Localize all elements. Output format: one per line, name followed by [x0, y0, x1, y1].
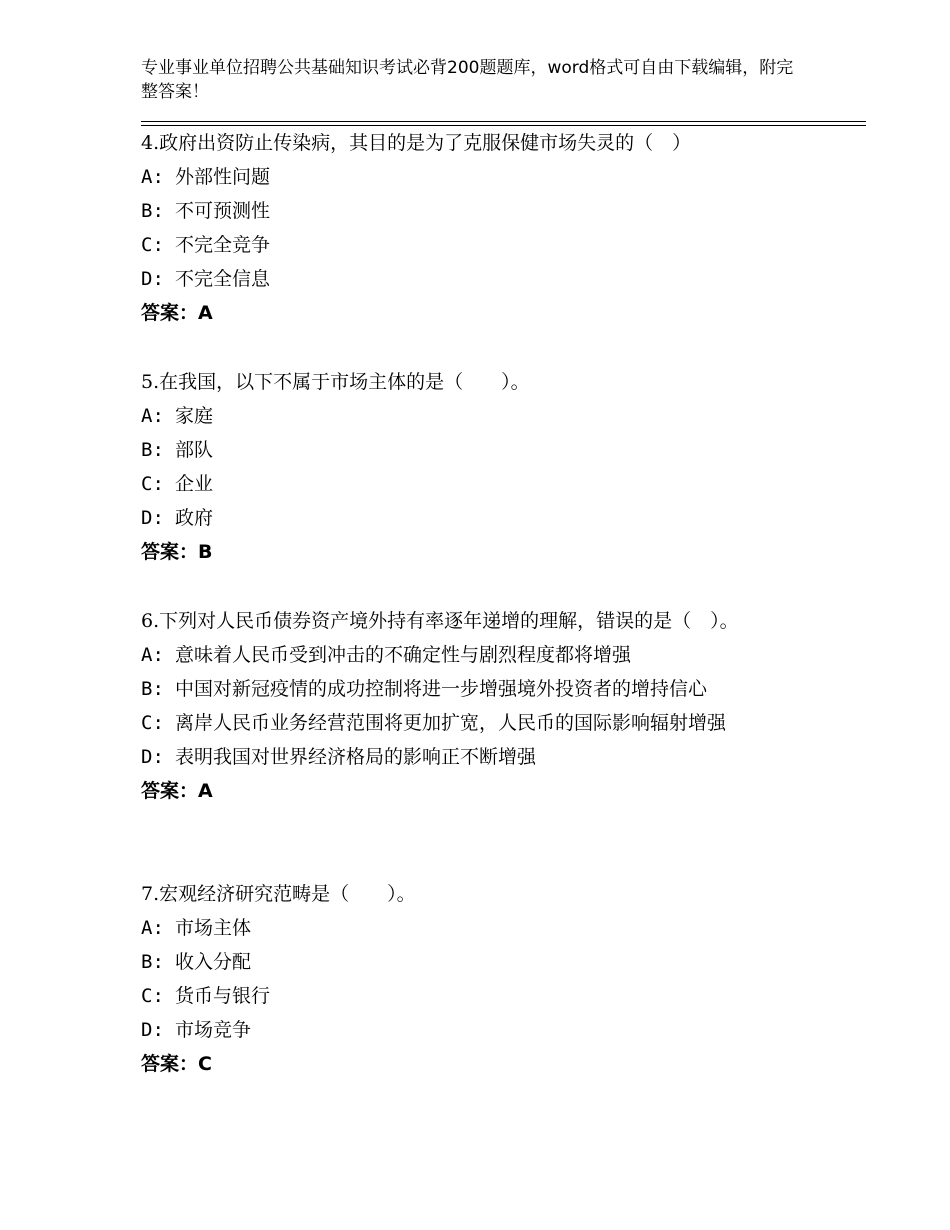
answer-line: 答案：A [141, 302, 213, 324]
option-c [141, 979, 841, 1013]
option-d [141, 501, 841, 535]
option-text: 货币与银行 [175, 985, 271, 1007]
option-a [141, 638, 841, 672]
option-text: 离岸人民币业务经营范围将更加扩宽，人民币的国际影响辐射增强 [175, 712, 727, 734]
option-letter: D: [141, 268, 164, 290]
option-letter: C: [141, 234, 164, 256]
option-text: 意味着人民币受到冲击的不确定性与剧烈程度都将增强 [175, 644, 632, 666]
question-stem: 7.宏观经济研究范畴是（ ）。 [141, 883, 416, 905]
option-b [141, 433, 841, 467]
option-text: 表明我国对世界经济格局的影响正不断增强 [175, 746, 537, 768]
option-d [141, 1013, 841, 1047]
answer-line: 答案：C [141, 1053, 212, 1075]
option-letter: B: [141, 439, 164, 461]
option-letter: B: [141, 951, 164, 973]
option-letter: B: [141, 678, 164, 700]
option-text: 企业 [175, 473, 214, 495]
question-stem: 6.下列对人民币债券资产境外持有率逐年递增的理解，错误的是（ ）。 [141, 610, 739, 632]
option-letter: A: [141, 405, 164, 427]
option-letter: D: [141, 1019, 164, 1041]
question-stem: 4.政府出资防止传染病，其目的是为了克服保健市场失灵的（ ） [141, 132, 692, 154]
option-text: 不完全信息 [175, 268, 271, 290]
option-c [141, 706, 841, 740]
option-text: 外部性问题 [175, 166, 271, 188]
header-divider-top [141, 121, 866, 122]
option-letter: A: [141, 917, 164, 939]
question-block [141, 604, 841, 808]
option-text: 家庭 [175, 405, 214, 427]
option-text: 收入分配 [175, 951, 252, 973]
question-block [141, 126, 841, 330]
question-stem: 5.在我国，以下不属于市场主体的是（ ）。 [141, 371, 530, 393]
option-letter: D: [141, 746, 164, 768]
option-b [141, 945, 841, 979]
option-letter: C: [141, 712, 164, 734]
page-header: 专业事业单位招聘公共基础知识考试必背200题题库，word格式可自由下载编辑，附完整答案！ [141, 58, 794, 102]
option-text: 政府 [175, 507, 214, 529]
option-d [141, 262, 841, 296]
option-b [141, 672, 841, 706]
answer-line: 答案：B [141, 541, 213, 563]
option-letter: A: [141, 644, 164, 666]
option-a [141, 911, 841, 945]
option-a [141, 399, 841, 433]
question-block [141, 877, 841, 1081]
option-text: 中国对新冠疫情的成功控制将进一步增强境外投资者的增持信心 [175, 678, 708, 700]
question-block [141, 365, 841, 569]
option-letter: C: [141, 985, 164, 1007]
option-a [141, 160, 841, 194]
option-letter: D: [141, 507, 164, 529]
option-text: 市场竞争 [175, 1019, 252, 1041]
option-c [141, 467, 841, 501]
option-letter: C: [141, 473, 164, 495]
option-text: 部队 [175, 439, 214, 461]
option-d [141, 740, 841, 774]
option-c [141, 228, 841, 262]
option-letter: B: [141, 200, 164, 222]
option-b [141, 194, 841, 228]
answer-line: 答案：A [141, 780, 213, 802]
option-letter: A: [141, 166, 164, 188]
option-text: 不完全竞争 [175, 234, 271, 256]
option-text: 市场主体 [175, 917, 252, 939]
option-text: 不可预测性 [175, 200, 271, 222]
